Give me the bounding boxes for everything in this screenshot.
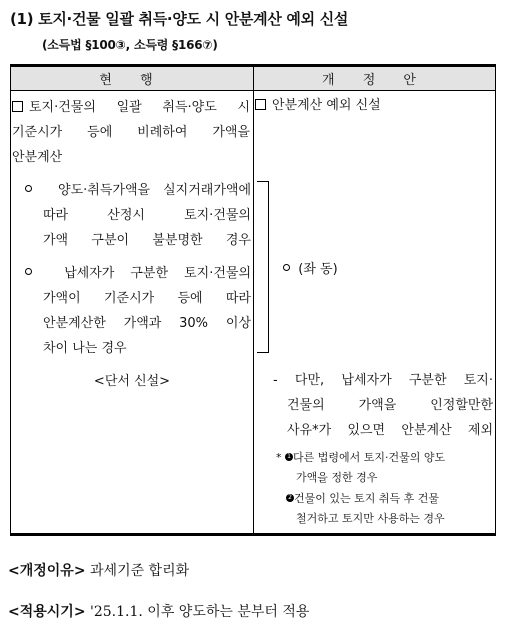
revision-reason: <개정이유> 과세기준 합리화 [8,563,190,579]
bullet-circle-icon [25,268,32,275]
footnote-number-1-icon: 1 [285,453,293,461]
current-bullet-2: 납세자가 구분한 토지·건물의 가액이 기준시가 등에 따라 안분계산한 가액과 30% 이상 차이 나는 경우 [25,261,251,361]
header-current: 현 행 [99,73,165,88]
current-bullet-1: 양도·취득가액을 실지거래가액에 따라 산정시 토지·건물의 가액 구분이 불분명한 경우 [25,178,251,253]
footnote-2: 2 건물이 있는 토지 취득 후 건물 철거하고 토지만 사용하는 경우 [286,489,491,529]
header-proposed: 개 정 안 [322,73,428,88]
checkbox-square-icon [12,101,23,112]
grouping-bracket [257,181,269,353]
column-divider [253,65,254,535]
bullet-circle-icon [25,185,32,192]
checkbox-square-icon [255,99,266,110]
footnote-1: * 1 다른 법령에서 토지·건물의 양도 가액을 정한 경우 [276,451,446,484]
proposed-main-item: 안분계산 예외 신설 [255,93,495,118]
proviso-placeholder: <단서 신설> [93,374,171,389]
proposed-same-as-left: (좌 동) [283,257,338,282]
bullet-circle-icon [283,264,290,271]
current-main-item: 토지·건물의 일괄 취득·양도 시 기준시가 등에 비례하여 가액을 안분계산 [12,100,250,165]
footnote-number-2-icon: 2 [286,494,294,502]
bottom-double-rule [11,533,495,535]
effective-date: <적용시기> '25.1.1. 이후 양도하는 분부터 적용 [8,604,310,620]
comparison-table [10,64,496,536]
section-title: (1) 토지·건물 일괄 취득·양도 시 안분계산 예외 신설 [10,10,349,28]
legal-reference: (소득법 §100③, 소득령 §166⑦) [42,38,218,52]
proposed-proviso: - 다만, 납세자가 구분한 토지· 건물의 가액을 인정할만한 사유*가 있으면 안분계산 제외 [273,373,493,438]
